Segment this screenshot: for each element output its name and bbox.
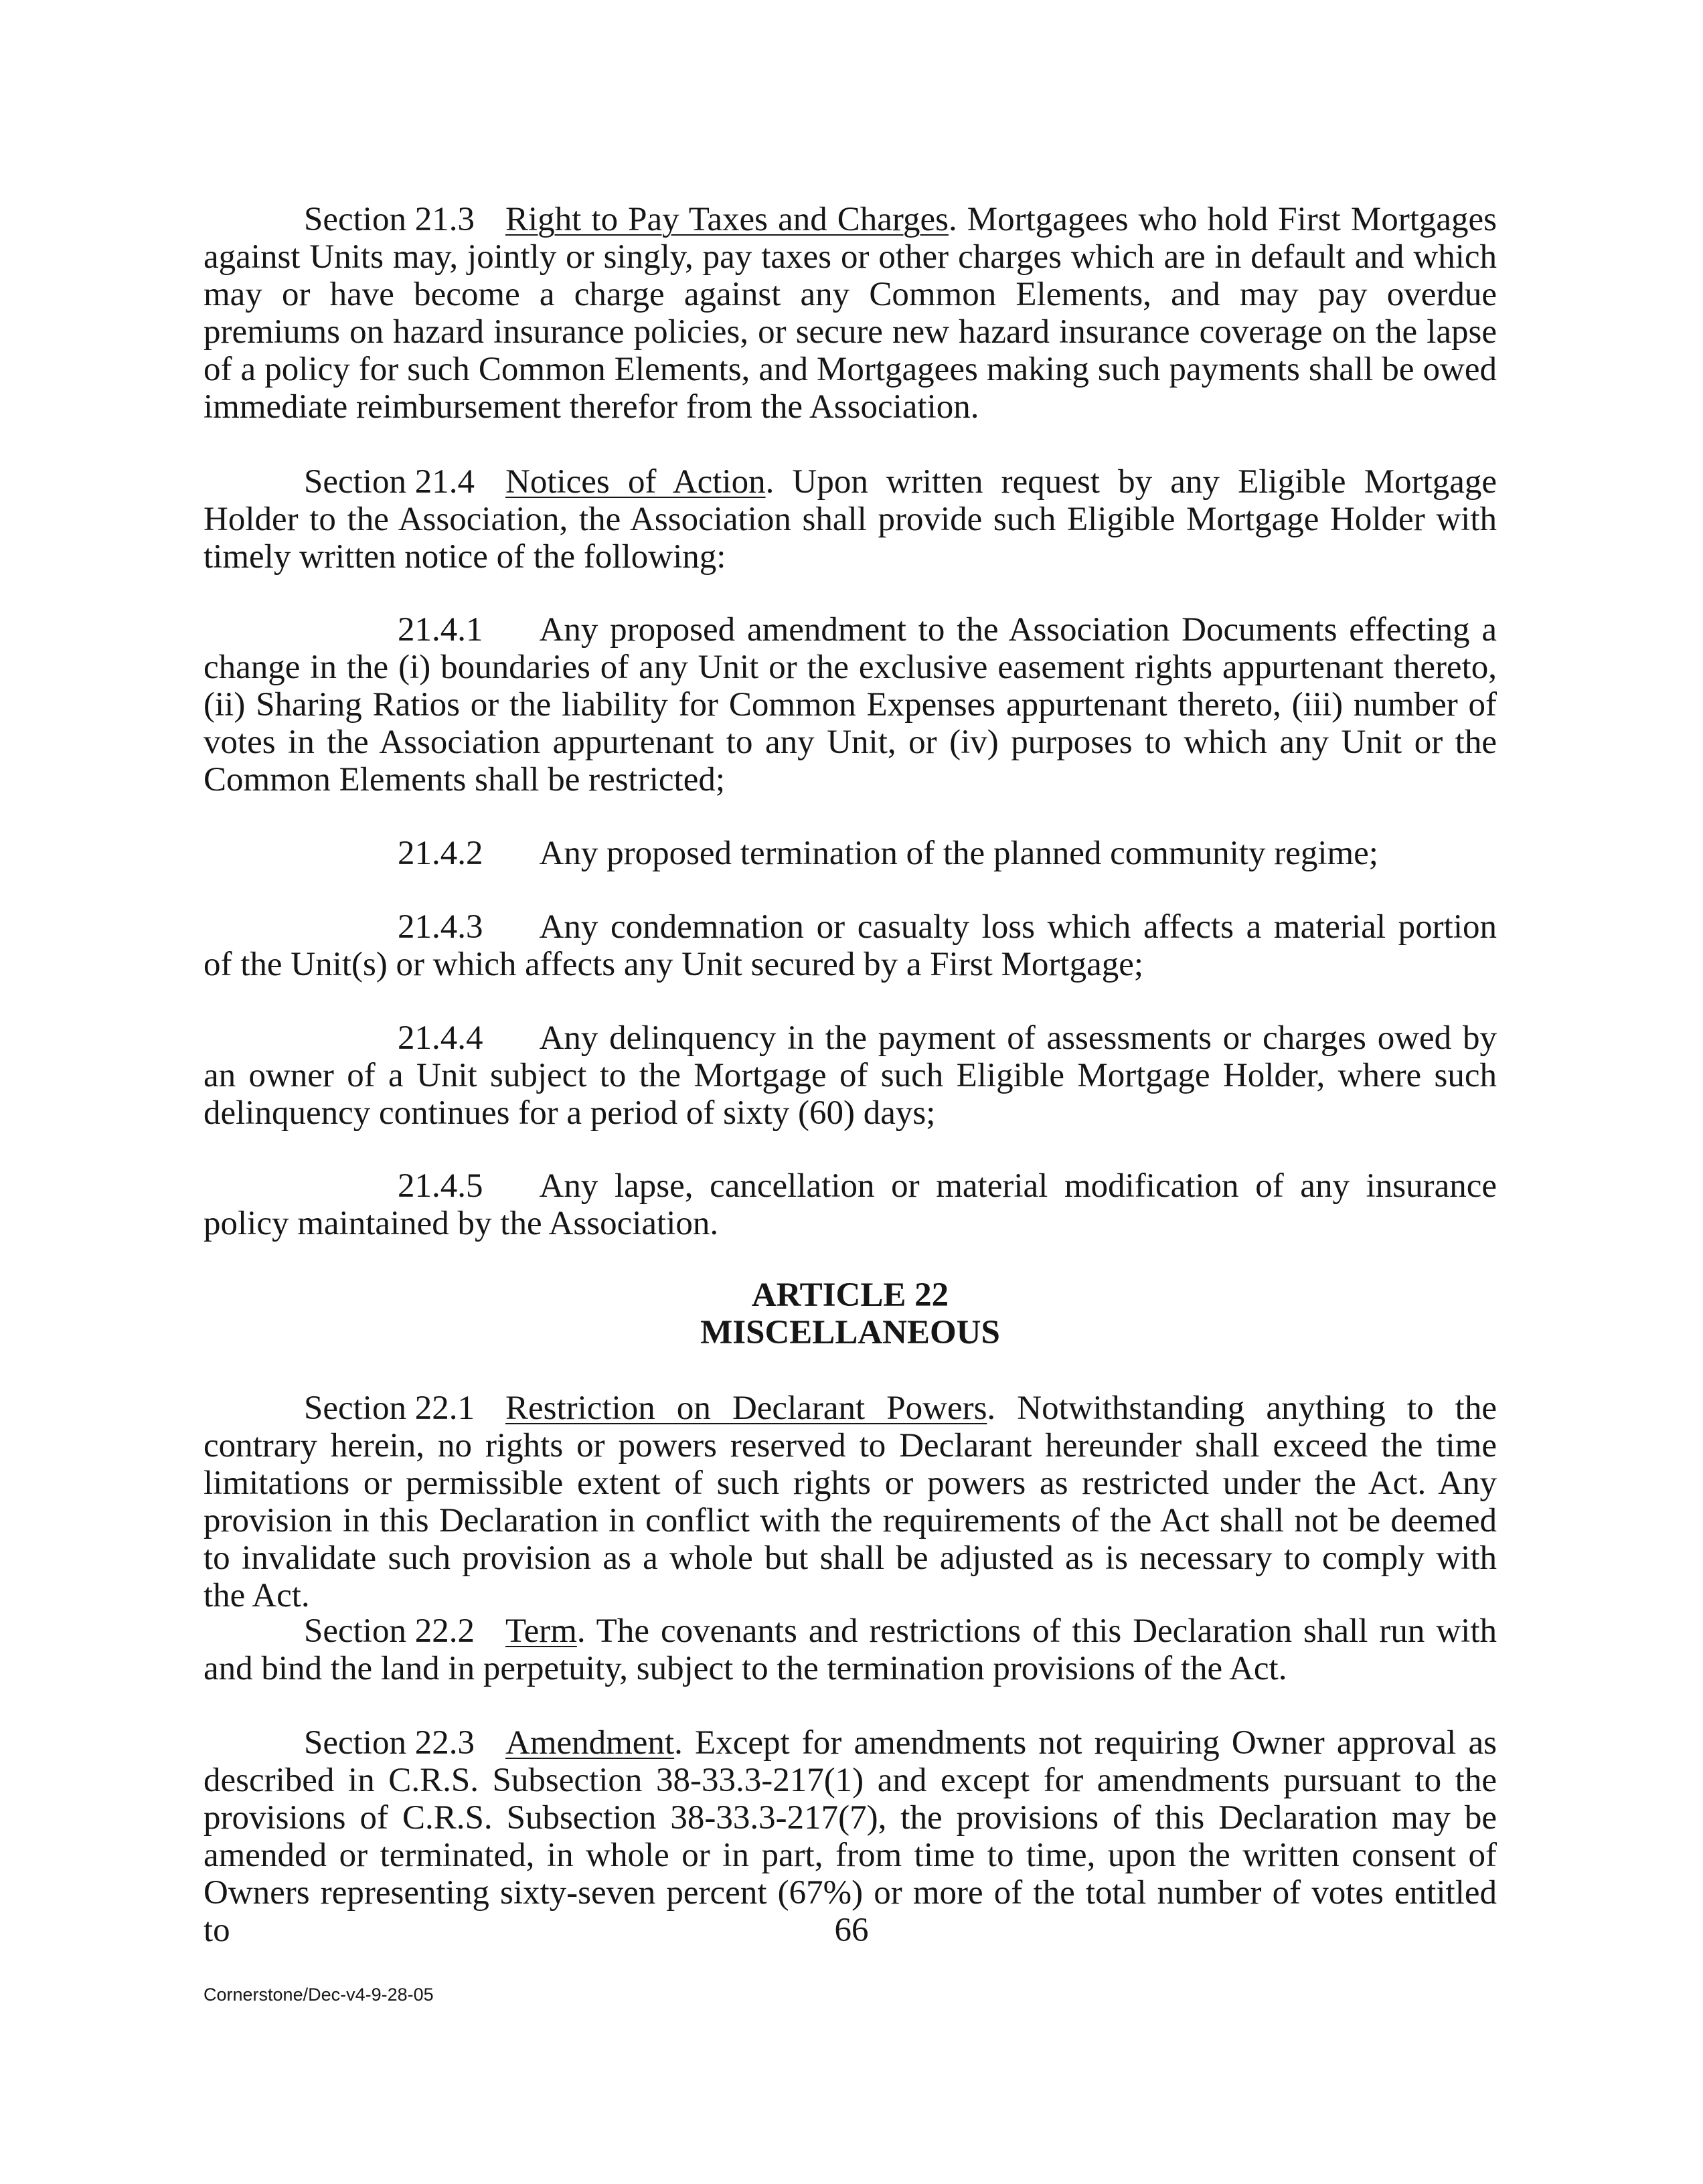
subsection-body: Any lapse, cancellation or material modification of any insurance policy maintained by the Association.: [204, 1167, 1497, 1242]
section-22-1: [204, 1390, 1497, 1614]
section-22-2: [204, 1612, 1497, 1687]
section-body: . The covenants and restrictions of this Declaration shall run with and bind the land in perpetuity, subject to the termination provisions of the Act.: [204, 1612, 1497, 1687]
section-21-3: [204, 201, 1497, 426]
subsection-21-4-3: [204, 908, 1497, 983]
subsection-number: 21.4.4: [398, 1019, 483, 1057]
section-21-4: [204, 463, 1497, 576]
section-body: . Upon written request by any Eligible Mortgage Holder to the Association, the Association shall provide such Eligible Mortgage Holder with timely written notice of the following:: [204, 463, 1497, 576]
subsection-body: Any condemnation or casualty loss which affects a material portion of the Unit(s) or which affects any Unit secured by a First Mortgage;: [204, 908, 1497, 983]
subsection-number: 21.4.1: [398, 611, 483, 649]
subsection-body: Any proposed amendment to the Association Documents effecting a change in the (i) boundaries of any Unit or the exclusive easement rights appurtenant thereto, (ii) Sharing Ratios or the liability for Common Expenses appurtenant thereto, (iii) number of votes in the Association appurtenant to any Unit, or (iv) purposes to which any Unit or the Common Elements shall be restricted;: [204, 611, 1497, 799]
article-number: ARTICLE 22: [751, 1276, 949, 1314]
article-title: MISCELLANEOUS: [700, 1314, 1000, 1351]
section-title: Right to Pay Taxes and Charges: [505, 201, 949, 238]
subsection-number: 21.4.5: [398, 1167, 483, 1205]
section-title: Amendment: [505, 1724, 675, 1762]
subsection-body: Any delinquency in the payment of assessments or charges owed by an owner of a Unit subject to the Mortgage of such Eligible Mortgage Holder, where such delinquency continues for a period of sixty (60) days;: [204, 1019, 1497, 1132]
subsection-21-4-5: [204, 1167, 1497, 1242]
section-number: Section 22.2: [304, 1612, 475, 1650]
section-title: Restriction on Declarant Powers: [505, 1390, 987, 1427]
subsection-number: 21.4.3: [398, 908, 483, 946]
subsection-number: 21.4.2: [398, 835, 483, 872]
section-number: Section 21.3: [304, 201, 475, 238]
section-number: Section 22.3: [304, 1724, 475, 1762]
document-footer: Cornerstone/Dec-v4-9-28-05: [204, 1985, 434, 2005]
section-title: Notices of Action: [505, 463, 766, 501]
subsection-body: Any proposed termination of the planned community regime;: [539, 835, 1378, 872]
section-body: . Notwithstanding anything to the contrary herein, no rights or powers reserved to Declarant hereunder shall exceed the time limitations or permissible extent of such rights or powers as restricted under the Act. Any provision in this Declaration in conflict with the requirements of the Act shall not be deemed to invalidate such provision as a whole but shall be adjusted as is necessary to comply with the Act.: [204, 1390, 1497, 1614]
section-number: Section 22.1: [304, 1390, 475, 1427]
subsection-21-4-1: [204, 611, 1497, 799]
subsection-21-4-4: [204, 1019, 1497, 1132]
subsection-21-4-2: [204, 835, 1497, 872]
section-title: Term: [505, 1612, 577, 1650]
section-number: Section 21.4: [304, 463, 475, 501]
page-number: 66: [834, 1912, 869, 1949]
section-body: . Except for amendments not requiring Owner approval as described in C.R.S. Subsection 38-33.3-217(1) and except for amendments pursuant to the provisions of C.R.S. Subsection 38-33.3-217(7), the provisions of this Declaration may be amended or terminated, in whole or in part, from time to time, upon the written consent of Owners representing sixty-seven percent (67%) or more of the total number of votes entitled to: [204, 1724, 1497, 1949]
section-body: . Mortgagees who hold First Mortgages against Units may, jointly or singly, pay taxes or other charges which are in default and which may or have become a charge against any Common Elements, and may pay overdue premiums on hazard insurance policies, or secure new hazard insurance coverage on the lapse of a policy for such Common Elements, and Mortgagees making such payments shall be owed immediate reimbursement therefor from the Association.: [204, 201, 1497, 426]
